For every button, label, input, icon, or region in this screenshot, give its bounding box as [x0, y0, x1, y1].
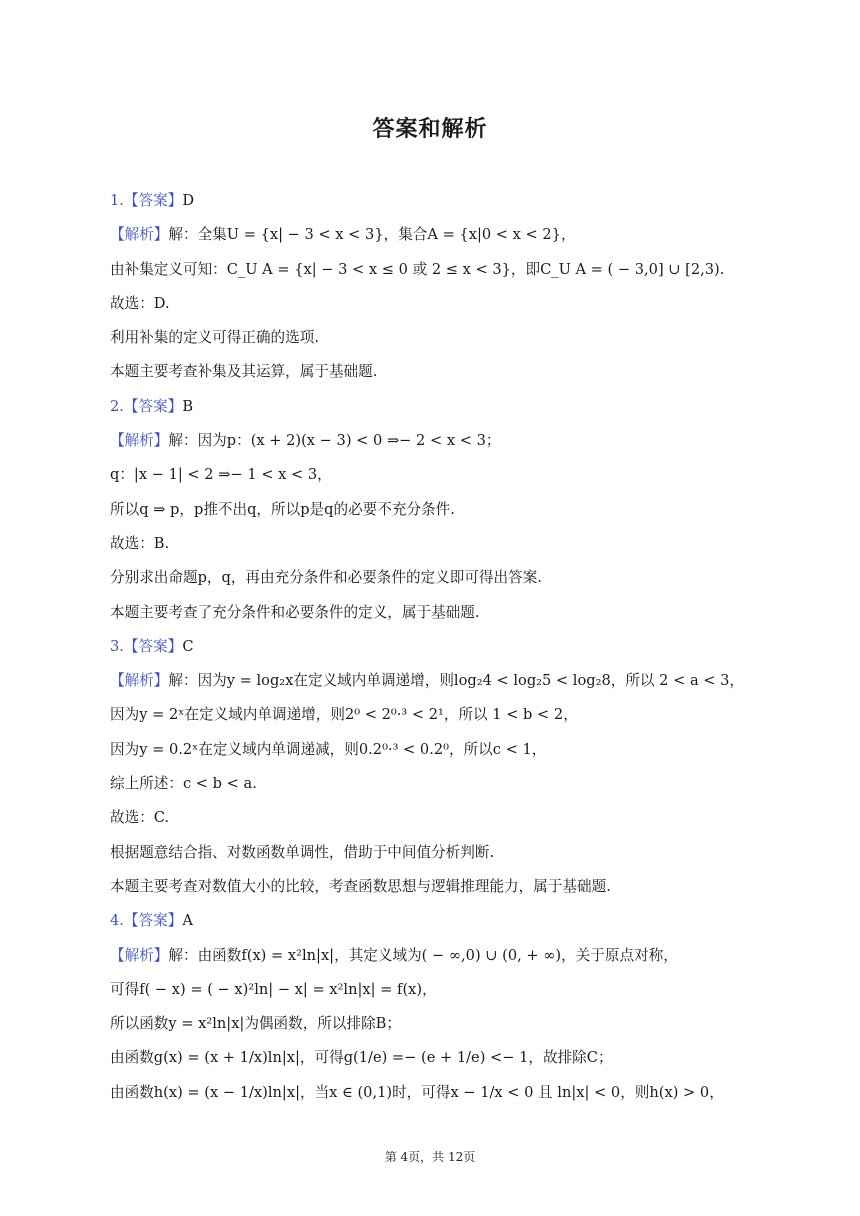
line-text: 因为y = 0.2ˣ在定义域内单调递减，则0.2⁰·³ < 0.2⁰，所以c < 1， [110, 740, 547, 758]
line-text: 本题主要考查补集及其运算，属于基础题. [110, 363, 378, 381]
line-text: 本题主要考查对数值大小的比较，考查函数思想与逻辑推理能力，属于基础题. [110, 877, 611, 895]
page-footer: 第 4页，共 12页 [384, 1150, 476, 1164]
answer-label: 1.【答案】 [110, 192, 183, 209]
line-text: 由补集定义可知：C_U A = {x| − 3 < x ≤ 0 或 2 ≤ x < 3}，即C_U A = ( − 3,0] ∪ [2,3). [110, 260, 725, 278]
text-line [110, 424, 750, 458]
text-line [110, 904, 750, 938]
text-line [110, 321, 750, 355]
text-line [110, 596, 750, 630]
line-text: B [182, 397, 194, 415]
analysis-label: 【解析】 [110, 432, 169, 450]
line-text: 解：全集U = {x| − 3 < x < 3}，集合A = {x|0 < x < 2}， [168, 226, 576, 244]
line-text: 解：由函数f(x) = x²ln|x|，其定义域为( − ∞,0) ∪ (0, + ∞)，关于原点对称， [168, 946, 678, 964]
line-text: 故选：C. [110, 809, 170, 827]
line-text: 根据题意结合指、对数函数单调性，借助于中间值分析判断. [110, 843, 495, 861]
line-text: 所以函数y = x²ln|x|为偶函数，所以排除B； [110, 1015, 401, 1033]
text-line [110, 664, 750, 698]
line-text: 解：因为p：(x + 2)(x − 3) < 0 ⇒− 2 < x < 3； [168, 432, 501, 450]
analysis-label: 【解析】 [110, 672, 169, 690]
line-text: D [182, 192, 195, 209]
text-line [110, 561, 750, 595]
text-line [110, 218, 750, 252]
line-text: 故选：B. [110, 534, 170, 552]
text-line [110, 733, 750, 767]
line-text: A [182, 912, 193, 930]
text-line [110, 630, 750, 664]
line-text: 解：因为y = log₂x在定义域内单调递增，则log₂4 < log₂5 < log₂8，所以 2 < a < 3， [168, 672, 745, 690]
text-line [110, 698, 750, 732]
answer-content [110, 184, 750, 1110]
analysis-label: 【解析】 [110, 946, 169, 964]
text-line [110, 973, 750, 1007]
text-line [110, 870, 750, 904]
line-text: 由函数h(x) = (x − 1/x)ln|x|，当x ∈ (0,1)时，可得x − 1/x < 0 且 ln|x| < 0，则h(x) > 0， [110, 1083, 724, 1101]
line-text: 因为y = 2ˣ在定义域内单调递增，则2⁰ < 2⁰·³ < 2¹，所以 1 < b < 2， [110, 706, 578, 724]
analysis-label: 【解析】 [110, 226, 169, 244]
text-line [110, 390, 750, 424]
line-text: q：|x − 1| < 2 ⇒− 1 < x < 3， [110, 466, 332, 484]
text-line [110, 184, 750, 218]
line-text: 由函数g(x) = (x + 1/x)ln|x|，可得g(1/e) =− (e + 1/e) <− 1，故排除C； [110, 1049, 613, 1067]
text-line [110, 1007, 750, 1041]
line-text: 本题主要考查了充分条件和必要条件的定义，属于基础题. [110, 603, 480, 621]
text-line [110, 355, 750, 389]
text-line [110, 493, 750, 527]
page-title: 答案和解析 [372, 117, 488, 142]
line-text: 利用补集的定义可得正确的选项. [110, 329, 319, 347]
line-text: 分别求出命题p，q，再由充分条件和必要条件的定义即可得出答案. [110, 569, 542, 587]
text-line [110, 527, 750, 561]
line-text: 综上所述：c < b < a. [110, 775, 257, 793]
answer-label: 3.【答案】 [110, 637, 183, 655]
line-text: 所以q ⇒ p，p推不出q，所以p是q的必要不充分条件. [110, 500, 455, 518]
text-line [110, 767, 750, 801]
text-line [110, 287, 750, 321]
text-line [110, 458, 750, 492]
text-line [110, 836, 750, 870]
text-line [110, 939, 750, 973]
text-line [110, 1041, 750, 1075]
line-text: C [182, 637, 194, 655]
text-line [110, 801, 750, 835]
line-text: 故选：D. [110, 294, 170, 312]
answer-label: 4.【答案】 [110, 912, 183, 930]
line-text: 可得f( − x) = ( − x)²ln| − x| = x²ln|x| = f(x)， [110, 980, 437, 998]
text-line [110, 1076, 750, 1110]
text-line [110, 253, 750, 287]
answer-label: 2.【答案】 [110, 397, 183, 415]
